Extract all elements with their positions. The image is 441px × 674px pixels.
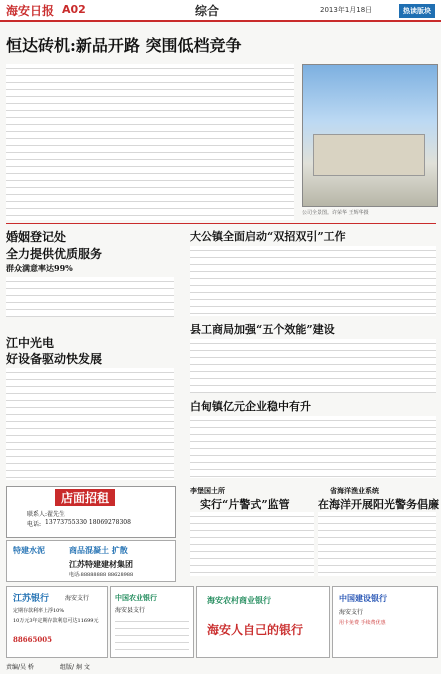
ad-phone: 88665005: [13, 635, 52, 644]
factory-photo: [302, 64, 438, 207]
ad-name: 海安县支行: [115, 607, 146, 614]
story-body: [6, 368, 174, 480]
ad-phone: 电话:88888888 88628988: [69, 572, 134, 578]
ad-brand: 中国建设银行: [339, 593, 387, 603]
story-title: 大公镇全面启动“双招双引”工作: [190, 230, 346, 243]
story-body: [190, 512, 314, 576]
story-subtitle: 实行“片警式”监管: [200, 498, 290, 511]
ad-line: 用卡免费 手续费优惠: [339, 620, 386, 626]
ad-name: 海安支行: [339, 609, 364, 616]
top-story-title: 恒达砖机:新品开路 突围低档竞争: [6, 36, 242, 55]
story-title: 江中光电: [6, 336, 55, 350]
story-title: 白甸镇亿元企业稳中有升: [190, 400, 311, 413]
classified-box: [6, 486, 176, 538]
ad-construction-bank: [332, 586, 438, 658]
ad-rural-bank: [196, 586, 330, 658]
ad-cement: [6, 540, 176, 582]
story-title: 省海洋渔业系统: [330, 486, 379, 495]
ad-line: 定期存款利率上浮10%: [13, 608, 65, 614]
story-subtitle: 在海洋开展阳光警务倡廉: [318, 498, 439, 511]
footer-editor: 责编/吴 桥: [6, 664, 34, 671]
ad-agri-bank: [110, 586, 194, 658]
ad-slogan: 海安人自己的银行: [207, 623, 304, 637]
story-body: [190, 339, 436, 393]
story-subtitle: 好设备驱动快发展: [6, 352, 103, 366]
ad-tagline: 商品混凝土 扩散: [69, 545, 128, 555]
ad-line: 10万元3年定期存款利息可达11699元: [13, 618, 99, 624]
page-number: A02: [62, 3, 86, 16]
footer-designer: 组版/ 炯 文: [60, 664, 90, 671]
top-story-body: [6, 64, 294, 220]
story-body: [190, 246, 436, 316]
ad-brand: 中国农业银行: [115, 593, 157, 602]
story-body: [6, 277, 174, 317]
story-deck: 群众满意率达99%: [6, 263, 73, 273]
classified-contact: 联系人:翟先生: [27, 511, 66, 518]
classified-header: 店面招租: [55, 489, 115, 506]
story-title: 县工商局加强“五个效能”建设: [190, 323, 335, 336]
divider: [6, 223, 436, 224]
ad-brand: 特建水泥: [13, 545, 45, 555]
section-title: 综合: [195, 4, 220, 18]
story-title: 李堡国土所: [190, 486, 225, 495]
factory-building: [313, 134, 425, 176]
ad-brand: 江苏银行: [13, 594, 50, 604]
photo-caption: 公司全景图。许荣华 王辉华摄: [302, 210, 369, 216]
hot-tag: 热读版块: [399, 4, 435, 18]
ad-body: [115, 617, 189, 653]
story-body: [190, 416, 436, 478]
ad-brand: 海安农村商业银行: [207, 595, 271, 605]
classified-phone-label: 电话:: [27, 521, 42, 528]
story-subtitle: 全力提供优质服务: [6, 247, 103, 261]
ad-jiangsu-bank: [6, 586, 108, 658]
ad-name: 江苏特建建材集团: [69, 559, 133, 569]
story-body: [318, 512, 436, 576]
issue-date: 2013年1月18日: [320, 6, 373, 14]
ad-name: 海安支行: [65, 595, 90, 602]
masthead-logo: 海安日报: [6, 4, 55, 18]
masthead: [0, 0, 441, 22]
story-title: 婚姻登记处: [6, 230, 67, 244]
classified-phone: 13773755330 18069278308: [45, 519, 131, 526]
